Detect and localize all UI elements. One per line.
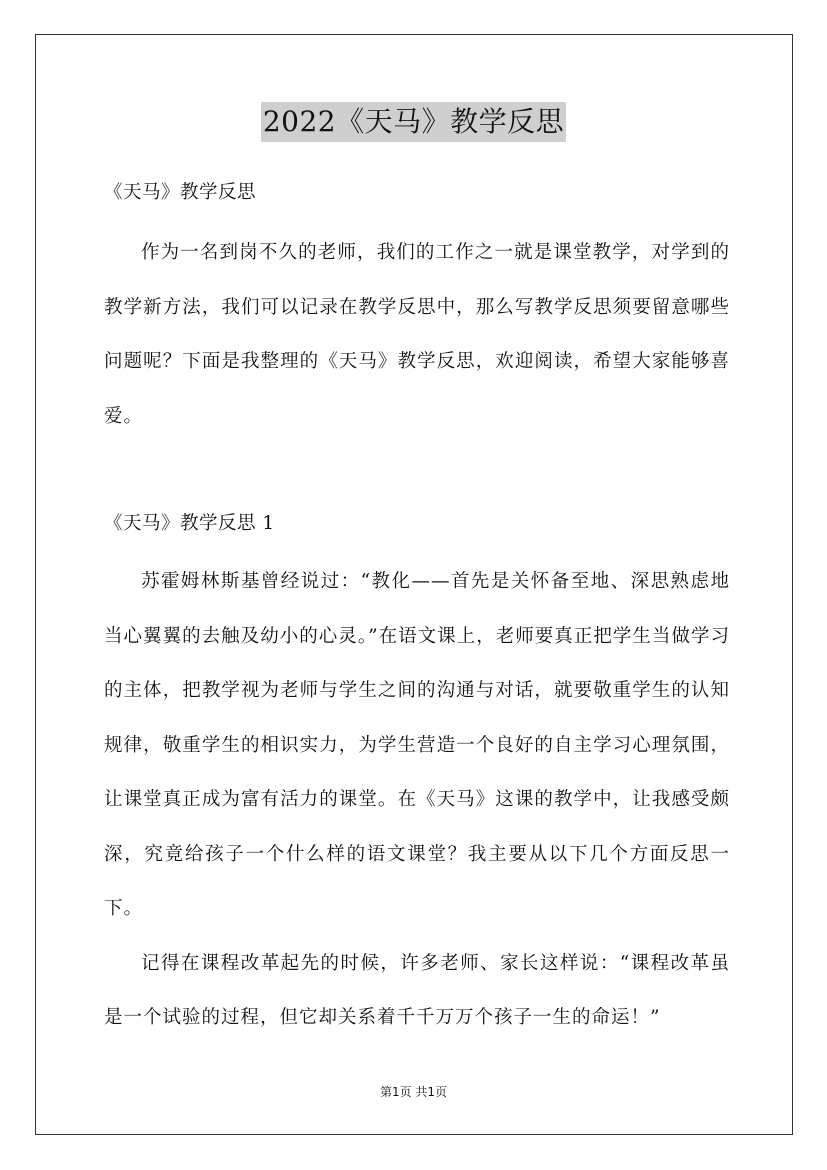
section-paragraph-2: 记得在课程改革起先的时候，许多老师、家长这样说：“课程改革虽是一个试验的过程，但它却关系着千千万万个孩子一生的命运！”	[104, 952, 730, 1028]
intro-paragraph: 作为一名到岗不久的老师，我们的工作之一就是课堂教学，对学到的教学新方法，我们可以记录在教学反思中，那么写教学反思须要留意哪些问题呢？下面是我整理的《天马》教学反思，欢迎阅读，希望大家能够喜爱。	[104, 242, 730, 427]
spacer	[104, 214, 730, 226]
document-body	[104, 172, 730, 1046]
page-footer: 第1页 共1页	[379, 1085, 448, 1099]
document-title: 2022《天马》教学反思	[261, 102, 566, 142]
spacer	[104, 545, 730, 555]
section-heading: 《天马》教学反思 1	[104, 513, 275, 534]
section-paragraph-1: 苏霍姆林斯基曾经说过：“教化——首先是关怀备至地、深思熟虑地当心翼翼的去触及幼小的心灵。”在语文课上，老师要真正把学生当做学习的主体，把教学视为老师与学生之间的沟通与对话，就要敬重学生的认知规律，敬重学生的相识实力，为学生营造一个良好的自主学习心理氛围，让课堂真正成为富有活力的课堂。在《天马》这课的教学中，让我感受颇深，究竟给孩子一个什么样的语文课堂？我主要从以下几个方面反思一下。	[104, 571, 730, 919]
spacer	[104, 444, 730, 503]
intro-heading: 《天马》教学反思	[104, 182, 257, 203]
document-title-wrapper	[0, 102, 827, 142]
